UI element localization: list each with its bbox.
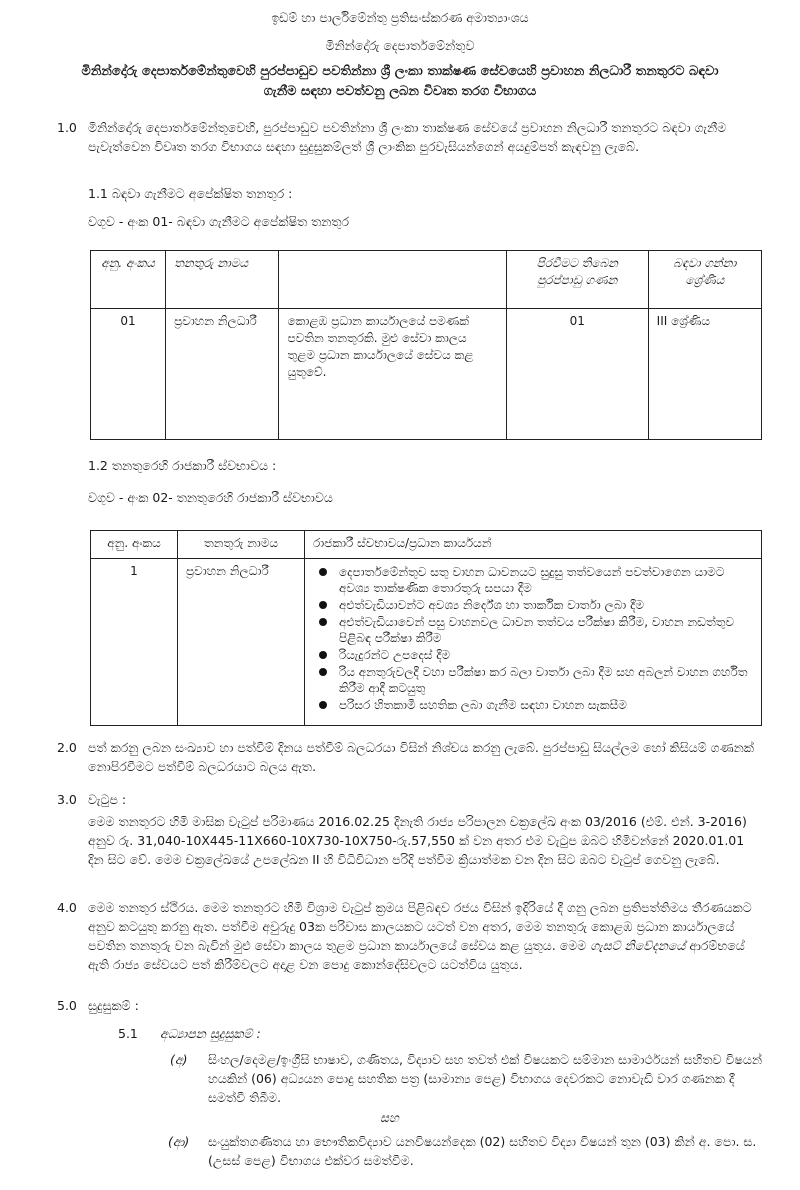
table1-cell-serial: 01 — [91, 309, 166, 440]
list-item: අළුත්වැඩියාවන්ට අවශ්‍ය නිර්දේශ හා තාර්කික වාර්තා ලබා දීම — [329, 597, 755, 613]
table1-cell-grade: III ශ්‍රේණිය — [648, 309, 761, 440]
section-3-heading: වැටුප : — [88, 792, 127, 807]
table1-header-post: තනතුරු නාමය — [166, 251, 279, 309]
ministry-name: ඉඩම් හා පාර්ලිමේන්තු ප්‍රතිසංස්කරණ අමාත්‍යාංශය — [271, 10, 529, 25]
table2-header-serial: අනු. අංකය — [91, 531, 178, 559]
subsection-5-1-heading: අධ්‍යාපන සුදුසුකම් : — [160, 1026, 261, 1041]
duties-list — [311, 564, 755, 713]
section-3-number: 3.0 — [57, 792, 77, 807]
table1-header-blank — [279, 251, 506, 309]
section-5-number: 5.0 — [57, 998, 77, 1013]
and-text: සහ — [380, 1110, 399, 1125]
subsection-1-2-heading: 1.2 තනතුරෙහි රාජකාරී ස්වභාවය : — [88, 458, 277, 473]
list-item: රිය අනතුරුවලදී වහා පරීක්ෂා කර බලා වාර්තා ලබා දීම සහ අබලන් වාහන ගර්හිත කිරීම ආදී කටයුතු — [329, 664, 755, 696]
item-a-label: (අ) — [170, 1052, 188, 1067]
item-b-label: (ආ) — [168, 1134, 190, 1149]
table-1-caption: වගුව - අංක 01- බඳවා ගැනීමට අපේක්ෂිත තනතුර — [88, 214, 350, 229]
section-2-paragraph: පත් කරනු ලබන සංඛ්‍යාව හා පත්වීම් දිනය පත්වීම් බලධරයා විසින් නිශ්චය කරනු ලැබේ. පුරප්පාඩු සියල්ලම හෝ කිසියම් ගණනක් නොපිරවීමට පත්වීම් බලධරයාට බලය ඇත. — [88, 740, 754, 774]
list-item: දෙපාර්තමේන්තුව සතු වාහන ධාවනයට සුදුසු තත්වයෙන් පවත්වාගෙන යාමට අවශ්‍ය තාක්ෂණික තොරතුරු සපයා දීම — [329, 564, 755, 596]
subsection-5-1-number: 5.1 — [118, 1026, 138, 1041]
list-item: පරිසර හිතකාමී සහතික ලබා ගැනීම සඳහා වාහන සැකසීම — [329, 697, 755, 713]
section-4-text: මෙම තනතුර ස්ථිරය. මෙම තනතුරට හිමි විශ්‍රාම වැටුප් ක්‍රමය පිළිබඳව රජය විසින් ඉදිරියේ දී ගනු ලබන ප්‍රතිපත්තිමය තීරණයකට අනුව කටයුතු කරනු ඇත. පත්වීම අවුරුදු 03ක පරිවාස කාලයකට යටත් වන අතර, මෙම තනතුරු කොළඹ ප්‍රධාන කාර්යාලයේ පවතින තනතුරු වන බැවින් මුළු සේවා කාලය තුළම ප්‍රධාන කාර්යාලයේ සේවය කළ යුතුය. මෙම — [88, 900, 752, 953]
table1-header-serial: අනු. අංකය — [91, 251, 166, 309]
table-row — [91, 559, 762, 726]
section-4-number: 4.0 — [57, 900, 77, 915]
table-duties — [90, 530, 762, 726]
table2-cell-serial: 1 — [91, 559, 178, 726]
table2-cell-duties — [305, 559, 762, 726]
table1-cell-note: කොළඹ ප්‍රධාන කාර්යාලයේ පමණක් පවතින තනතුරකි. මුළු සේවා කාලය තුළම ප්‍රධාන කාර්යාලයේ සේවය කළ යුතුවේ. — [279, 309, 506, 440]
table2-header-post: තනතුරු නාමය — [178, 531, 305, 559]
table-2-caption: වගුව - අංක 02- තනතුරෙහි රාජකාරී ස්වභාවය — [88, 490, 333, 505]
section-1-paragraph: මිනින්දෝරු දෙපාර්තමේන්තුවෙහි, පුරප්පාඩුව පවතින්නා ශ්‍රී ලංකා තාක්ෂණ සේවයේ ප්‍රවාහන නිලධාරී තනතුරට බඳවා ගැනීම පැවැත්වෙන විවෘත තරග විභාගය සඳහා සුදුසුකම්ලත් ශ්‍රී ලාංකික පුරවැසියන්ගෙන් අයදුම්පත් කැඳවනු ලැබේ. — [88, 120, 727, 154]
section-2-number: 2.0 — [57, 740, 77, 755]
section-4-text-end: ආරම්භයේ ඇති රාජ්‍ය සේවයට පත් කිරීම්වලට අදාළ වන පොදු කොන්දේසිවලට යටත්විය යුතුය. — [88, 938, 745, 972]
section-1-number: 1.0 — [57, 120, 77, 135]
notice-title-line1: මිනින්දෝරු දෙපාර්තමේන්තුවෙහි පුරප්පාඩුව පවතින්නා ශ්‍රී ලංකා තාක්ෂණ සේවයෙහි ප්‍රවාහන නිලධාරී තනතුරට බඳවා — [81, 64, 719, 79]
table1-cell-post: ප්‍රවාහන නිලධාරී — [166, 309, 279, 440]
notice-title-line2: ගැනීම සඳහා පවත්වනු ලබන විවෘත තරග විභාගය — [263, 84, 537, 99]
item-b-text: සංයුක්තගණිතය හා භෞතිකවිද්‍යාව යනවිෂයන්දෙක (02) සහිතව විද්‍යා විෂයන් තුන (03) කින් අ. පො. ස. (උසස් පෙළ) විභාගය එක්වර සමත්වීම. — [208, 1134, 757, 1168]
table2-cell-post: ප්‍රවාහන නිලධාරී — [178, 559, 305, 726]
department-name: මිනින්දෝරු දෙපාර්තමේන්තුව — [325, 38, 475, 53]
notice-title — [30, 62, 770, 102]
list-item: අළුත්වැඩියාවෙන් පසු වාහනවල ධාවන තත්වය පරීක්ෂා කිරීම, වාහන නඩත්තුව පිළිබඳ පරීක්ෂා කිරීම — [329, 614, 755, 646]
table1-header-vacancies: පිරවීමට තිබෙන පුරප්පාඩු ගණන — [506, 251, 648, 309]
section-5-heading: සුදුසුකම් : — [88, 998, 139, 1013]
table1-header-grade: බඳවා ගන්නා ශ්‍රේණිය — [648, 251, 761, 309]
table2-header-duties: රාජකාරී ස්වභාවය/ප්‍රධාන කාර්යයන් — [305, 531, 762, 559]
subsection-1-1-heading: 1.1 බඳවා ගැනීමට අපේක්ෂිත තනතුර : — [88, 186, 293, 201]
section-4-gazette-text: ගැසට් නිවේදනයේ — [590, 938, 686, 953]
table1-cell-vacancies: 01 — [506, 309, 648, 440]
table-vacancy — [90, 250, 762, 440]
section-3-paragraph: මෙම තනතුරට හිමි මාසික වැටුප් පරිමාණය 2016.02.25 දිනැති රාජ්‍ය පරිපාලන චක්‍රලේඛ අංක 03/2016 (එම්. එන්. 3-2016) අනුව රු. 31,040-10X445-11X660-10X730-10X750-රු.57,550 ක් වන අතර එම වැටුප ඔබට හිමිවන්නේ 2020.01.01 දින සිට වේ. මෙම චක්‍රලේඛයේ උපලේඛන II හි විධිවිධාන පරිදි පත්වීම ක්‍රියාත්මක වන දින සිට ඔබට වැටුප් ගෙවනු ලැබේ. — [88, 814, 747, 867]
list-item: රියැදුරන්ට උපදෙස් දීම — [329, 647, 755, 663]
section-4-paragraph — [88, 898, 760, 974]
table-row — [91, 309, 762, 440]
item-a-text: සිංහල/දෙමළ/ඉංග්‍රීසි භාෂාව, ගණිතය, විද්‍යාව සහ තවත් එක් විෂයකට සම්මාන සාමාර්ථයන් සහිතව විෂයන් හයකින් (06) අධ්‍යයන පොදු සහතික පත්‍ර (සාමාන්‍ය පෙළ) විභාගය දෙවරකට නොවැඩි වාර ගණනක දී සමත්වී තිබීම. — [208, 1052, 763, 1105]
